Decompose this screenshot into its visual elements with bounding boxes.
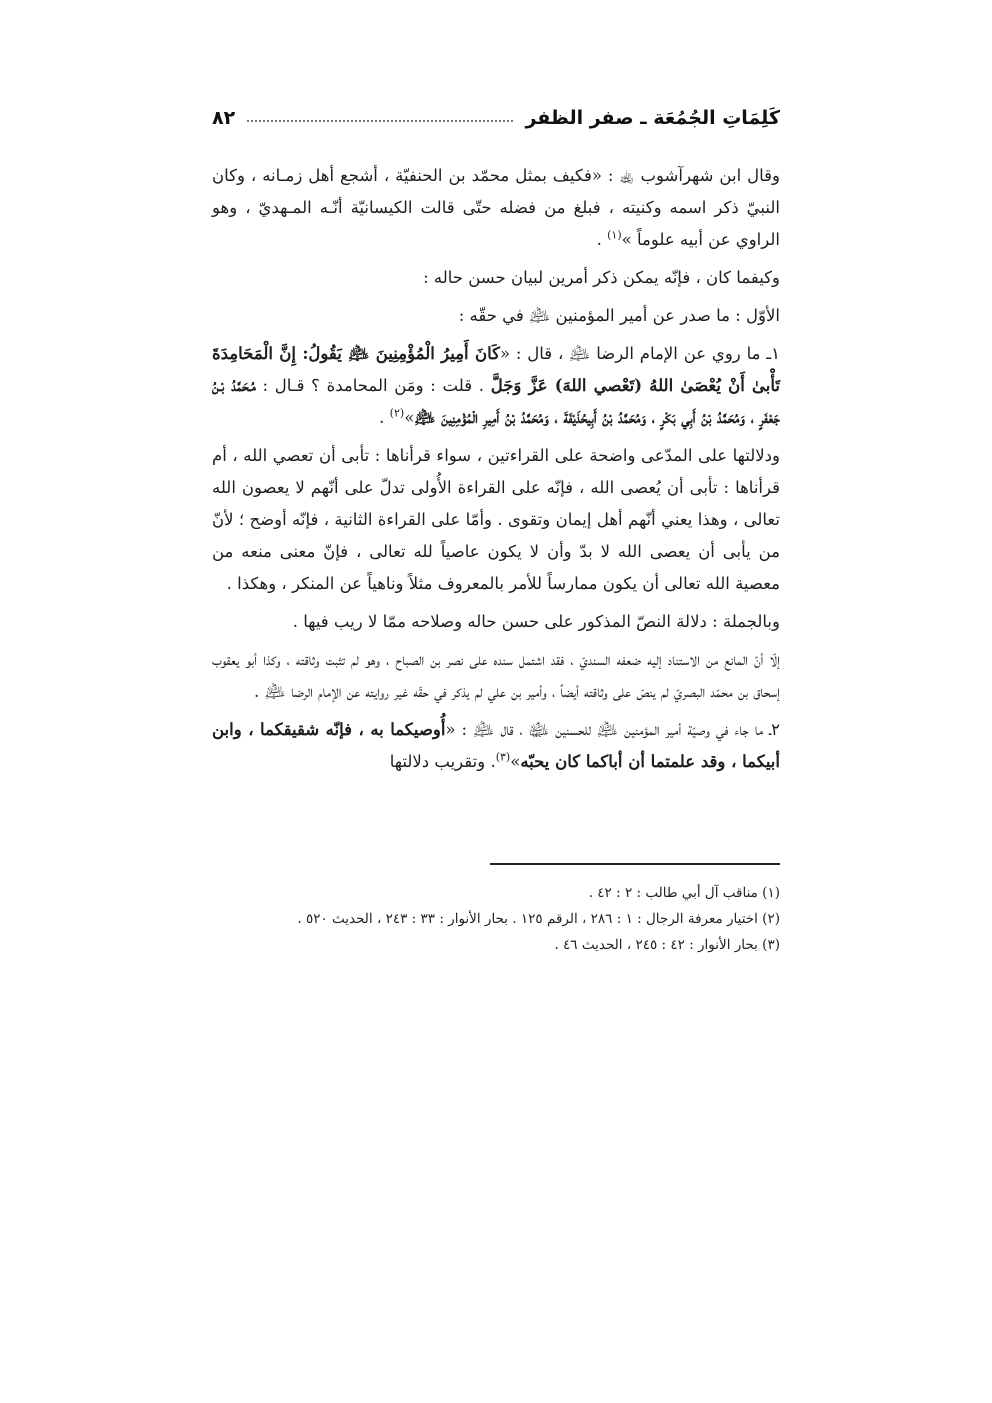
paragraph: ٢ـ ما جاء في وصيّة أمير المؤمنين ﵇ للحسنين ﵉ ، قال ﵇ : «أُوصيكما به ، فإنّه شقيقكما ، وابن أبيكما ، وقد علمتما أن أباكما كان يحبّه»$^{(٣)}$. وتقريب دلالتها xyxy=(212,720,780,771)
footnote-ref[interactable]: (٣) xyxy=(495,750,511,764)
paragraph: وقال ابن شهرآشوب ﵀ : «فكيف بمثل محمّد بن الحنفيّة ، أشجع أهل زمـانه ، وكان النبيّ ذكر اسمه وكنيته ، فبلغ من فضله حتّى قالت الكيسانيّة أنّـه المـهديّ ، وهو الراوي عن أبيه علوماً »$^{(١)}$ . xyxy=(212,166,780,249)
header-title: كَلِمَاتِ الجُمُعَة ـ صفر الظفر xyxy=(525,107,780,129)
footnote-separator xyxy=(490,863,780,865)
paragraph: ودلالتها على المدّعى واضحة على القراءتين ، سواء قرأناها : تأبى أن تعصي الله ، أم قرأناها : تأبى أن يُعصى الله ، فإنّه على القراءة الأُولى تدلّ على أنّهم لا يعصون الله تعالى ، وهذا يعني أنّهم أهل إيمان وتقوى . وأمّا على القراءة الثانية ، فإنّه أوضح ؛ لأنّ من يأبى أن يعصى الله لا بدّ وأن لا يكون عاصياً لله تعالى ، فإنّ معنى منعه من معصية الله تعالى أن يكون ممارساً للأمر بالمعروف مثلاً وناهياً عن المنكر ، وهكذا . xyxy=(212,446,780,593)
quote-bold: مُـحَمَّدُ بْـنُ جَعْفَرٍ ، وَمُحَمَّدُ بْنُ أَبِي بَكْرٍ ، وَمُحَمَّدُ بْنُ أَبِيحُذَيْفَةَ ، وَمُحَمَّدُ بْنُ أَمِيرِ الْمُؤْمِنِينَ ﵇ xyxy=(212,376,780,427)
footnote-ref[interactable]: (١) xyxy=(607,228,622,242)
footnote: (٣) بحار الأنوار : ٤٢ : ٢٤٥ ، الحديث ٤٦ . xyxy=(554,937,780,953)
main-text xyxy=(212,160,780,784)
running-header xyxy=(212,98,780,138)
quote-bold: كَانَ أَمِيرُ الْمُؤْمِنِينَ ﵇ يَقُولُ: إِنَّ الْمَحَامِدَةَ تَأْبىٰ أَنْ يُعْصَىٰ اللهُ (تَعْصي اللهَ) عَزَّ وَجَلَّ xyxy=(212,344,781,395)
paragraph: الأوّل : ما صدر عن أمير المؤمنين ﵇ في حقّه : xyxy=(458,306,780,325)
paragraph: وكيفما كان ، فإنّه يمكن ذكر أمرين لبيان حسن حاله : xyxy=(423,268,780,287)
paragraph: وبالجملة : دلالة النصّ المذكور على حسن حاله وصلاحه ممّا لا ريب فيها . xyxy=(292,612,780,631)
footnote: (١) مناقب آل أبي طالب : ٢ : ٤٢ . xyxy=(588,885,780,901)
quote-bold: أُوصيكما به ، فإنّه شقيقكما ، وابن أبيكما ، وقد علمتما أن أباكما كان يحبّه xyxy=(212,720,780,771)
paragraph: ١ـ ما روي عن الإمام الرضا ﵇ ، قال : «كَانَ أَمِيرُ الْمُؤْمِنِينَ ﵇ يَقُولُ: إِنَّ الْمَحَامِدَةَ تَأْبىٰ أَنْ يُعْصَىٰ اللهُ (تَعْصي اللهَ) عَزَّ وَجَلَّ . قلت : ومَن المحامدة ؟ قـال : مُـحَمَّدُ بْـنُ جَعْفَرٍ ، وَمُحَمَّدُ بْنُ أَبِي بَكْرٍ ، وَمُحَمَّدُ بْنُ أَبِيحُذَيْفَةَ ، وَمُحَمَّدُ بْنُ أَمِيرِ الْمُؤْمِنِينَ ﵇»$^{(٢)}$ . xyxy=(212,344,781,427)
header-dotted-leader xyxy=(247,120,513,122)
page-number: ٨٢ xyxy=(212,107,236,129)
footnotes xyxy=(212,880,780,958)
footnote-ref[interactable]: (٢) xyxy=(389,406,405,420)
footnote: (٢) اختيار معرفة الرجال : ١ : ٢٨٦ ، الرقم ١٢٥ . بحار الأنوار : ٣٣ : ٢٤٣ ، الحديث ٥٢٠ . xyxy=(297,911,780,927)
paragraph: إلّا أنّ المانع من الاستناد إليه ضعفه السنديّ ، فقد اشتمل سنده على نصر بن الصباح ، وهو لم تثبت وثاقته ، وكذا أبو يعقوب إسحاق بن محمّد البصريّ لم ينصّ على وثاقته أيضاً ، وأمير بن علي لم يذكر في حقّه غير روايته عن الإمام الرضا ﵇ . xyxy=(212,650,780,701)
